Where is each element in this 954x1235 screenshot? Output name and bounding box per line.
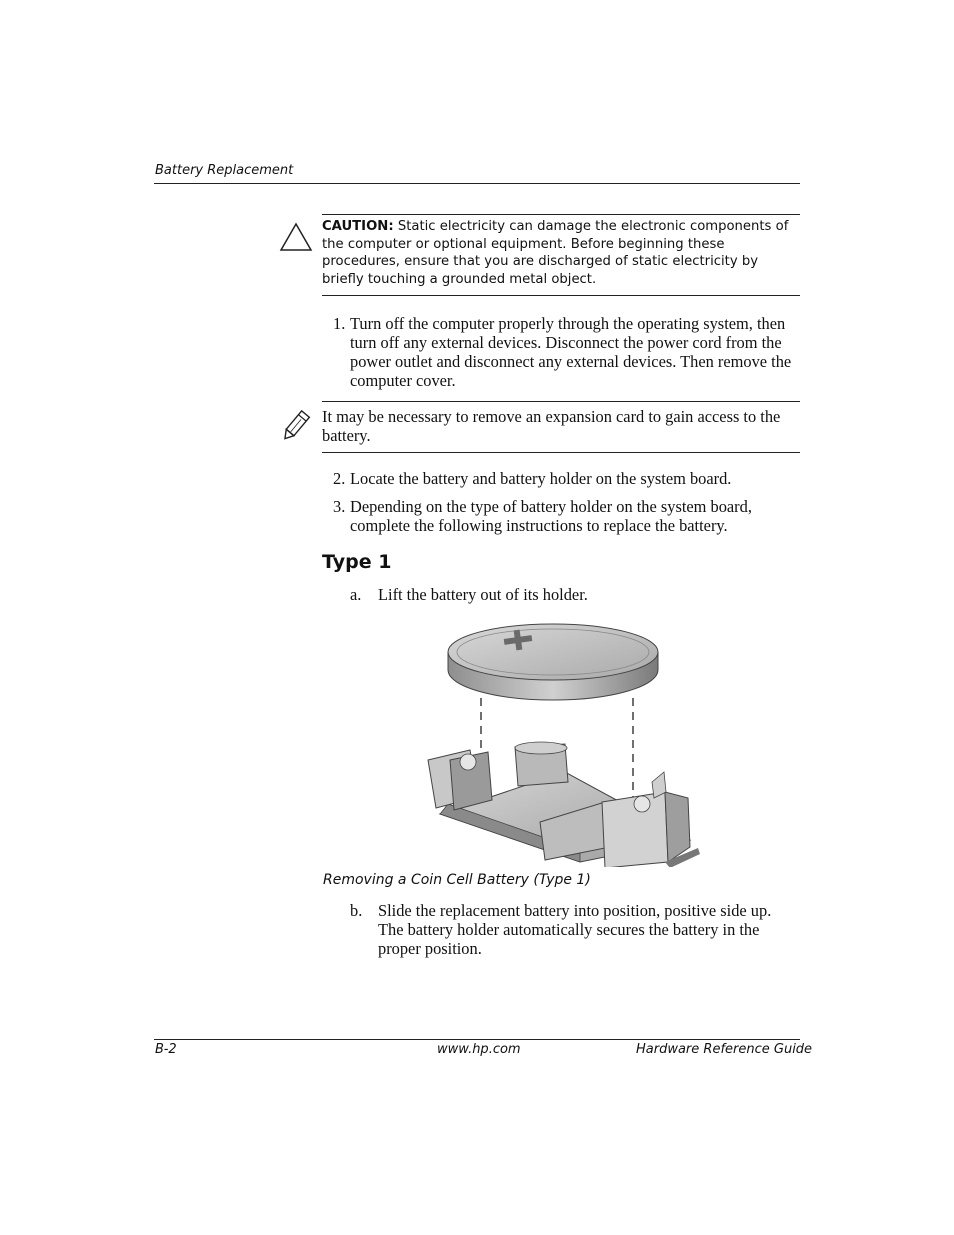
note-top-rule	[322, 401, 800, 402]
step-2	[333, 469, 798, 489]
step-number: 2.	[333, 469, 346, 488]
substep-text: Lift the battery out of its holder.	[378, 585, 588, 604]
substep-letter: a.	[350, 585, 362, 604]
footer-url: www.hp.com	[437, 1042, 521, 1057]
footer-rule	[154, 1039, 800, 1040]
substep-b	[350, 901, 800, 961]
caution-triangle-icon	[279, 222, 313, 252]
step-3	[333, 497, 798, 537]
step-1	[333, 314, 798, 394]
caution-block	[322, 218, 792, 288]
caution-label: CAUTION:	[322, 219, 394, 234]
pencil-note-icon	[279, 410, 313, 444]
note-text: It may be necessary to remove an expansion card to gain access to the battery.	[322, 407, 781, 445]
caution-text: Static electricity can damage the electronic components of the computer or optional equipment. Before beginning these procedures, ensure that you are discharged of static electricity by briefly touching a grounded metal object.	[322, 219, 789, 287]
step-text: Turn off the computer properly through the operating system, then turn off any external devices. Disconnect the power cord from the power outlet and disconnect any external devices. Then remove the computer cover.	[350, 314, 792, 390]
section-heading: Type 1	[322, 551, 392, 573]
caution-bottom-rule	[322, 295, 800, 296]
caution-top-rule	[322, 214, 800, 215]
substep-a	[350, 585, 800, 605]
step-text: Locate the battery and battery holder on the system board.	[350, 469, 732, 488]
running-head-title: Battery Replacement	[155, 163, 294, 178]
step-text: Depending on the type of battery holder on the system board, complete the following instructions to replace the battery.	[350, 497, 752, 535]
substep-letter: b.	[350, 901, 363, 920]
note-bottom-rule	[322, 452, 800, 453]
figure-caption: Removing a Coin Cell Battery (Type 1)	[323, 872, 591, 888]
page-number: B-2	[155, 1042, 177, 1057]
step-number: 1.	[333, 314, 346, 333]
step-number: 3.	[333, 497, 346, 516]
coin-cell-battery-illustration	[420, 622, 710, 867]
substep-text: Slide the replacement battery into position, positive side up. The battery holder automatically secures the battery in the proper position.	[378, 901, 772, 958]
header-rule	[154, 183, 800, 184]
footer-guide-title: Hardware Reference Guide	[636, 1042, 813, 1057]
